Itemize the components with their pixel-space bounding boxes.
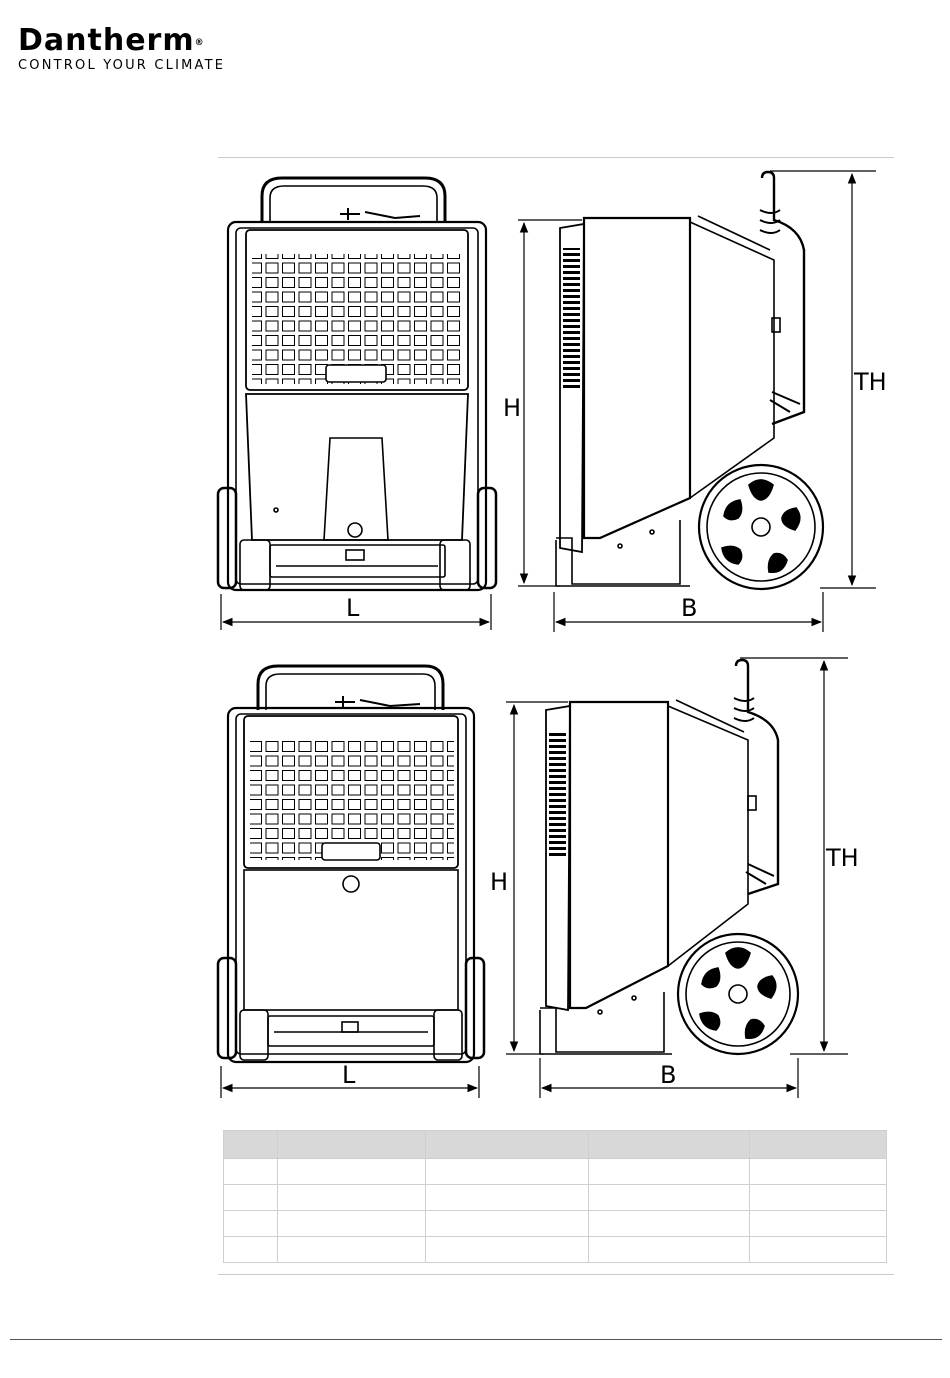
footer-line: [10, 1339, 942, 1340]
table-cell: [224, 1211, 278, 1237]
table-header-cell: [750, 1131, 887, 1159]
figure-1-front-view: [218, 178, 496, 590]
table-row: [224, 1211, 887, 1237]
table-cell: [750, 1211, 887, 1237]
table-cell: [278, 1185, 426, 1211]
table-cell: [750, 1237, 887, 1263]
fig2-length-label: L: [342, 1061, 356, 1089]
figure-1-side-view: [556, 172, 823, 589]
fig1-height-label: H: [503, 394, 522, 422]
brand-name: Dantherm®: [18, 23, 205, 58]
table-cell: [589, 1185, 750, 1211]
table-row: [224, 1237, 887, 1263]
table-cell: [426, 1237, 589, 1263]
table-cell: [224, 1237, 278, 1263]
brand-tagline: CONTROL YOUR CLIMATE: [18, 58, 226, 73]
table-cell: [278, 1211, 426, 1237]
table-header-cell: [589, 1131, 750, 1159]
table-cell: [589, 1211, 750, 1237]
table-header-cell: [278, 1131, 426, 1159]
table-cell: [750, 1185, 887, 1211]
table-cell: [426, 1185, 589, 1211]
table-cell: [426, 1211, 589, 1237]
table-row: [224, 1185, 887, 1211]
fig1-breadth-label: B: [681, 594, 698, 622]
table-cell: [224, 1185, 278, 1211]
bottom-divider: [218, 1274, 894, 1275]
fig2-total-height-label: TH: [826, 844, 859, 872]
table-cell: [426, 1159, 589, 1185]
table-row: [224, 1159, 887, 1185]
fig2-height-label: H: [490, 868, 509, 896]
table-cell: [278, 1237, 426, 1263]
table-header-cell: [224, 1131, 278, 1159]
fig2-breadth-label: B: [660, 1061, 677, 1089]
table-header-row: [224, 1131, 887, 1159]
table-cell: [278, 1159, 426, 1185]
table-cell: [589, 1159, 750, 1185]
table-cell: [589, 1237, 750, 1263]
table-cell: [224, 1159, 278, 1185]
dimensions-table: [223, 1130, 887, 1263]
table-header-cell: [426, 1131, 589, 1159]
fig1-total-height-label: TH: [854, 368, 887, 396]
fig1-length-label: L: [346, 594, 360, 622]
table-cell: [750, 1159, 887, 1185]
figure-2-front-view: [218, 666, 484, 1062]
figure-2-side-view: [540, 660, 798, 1054]
